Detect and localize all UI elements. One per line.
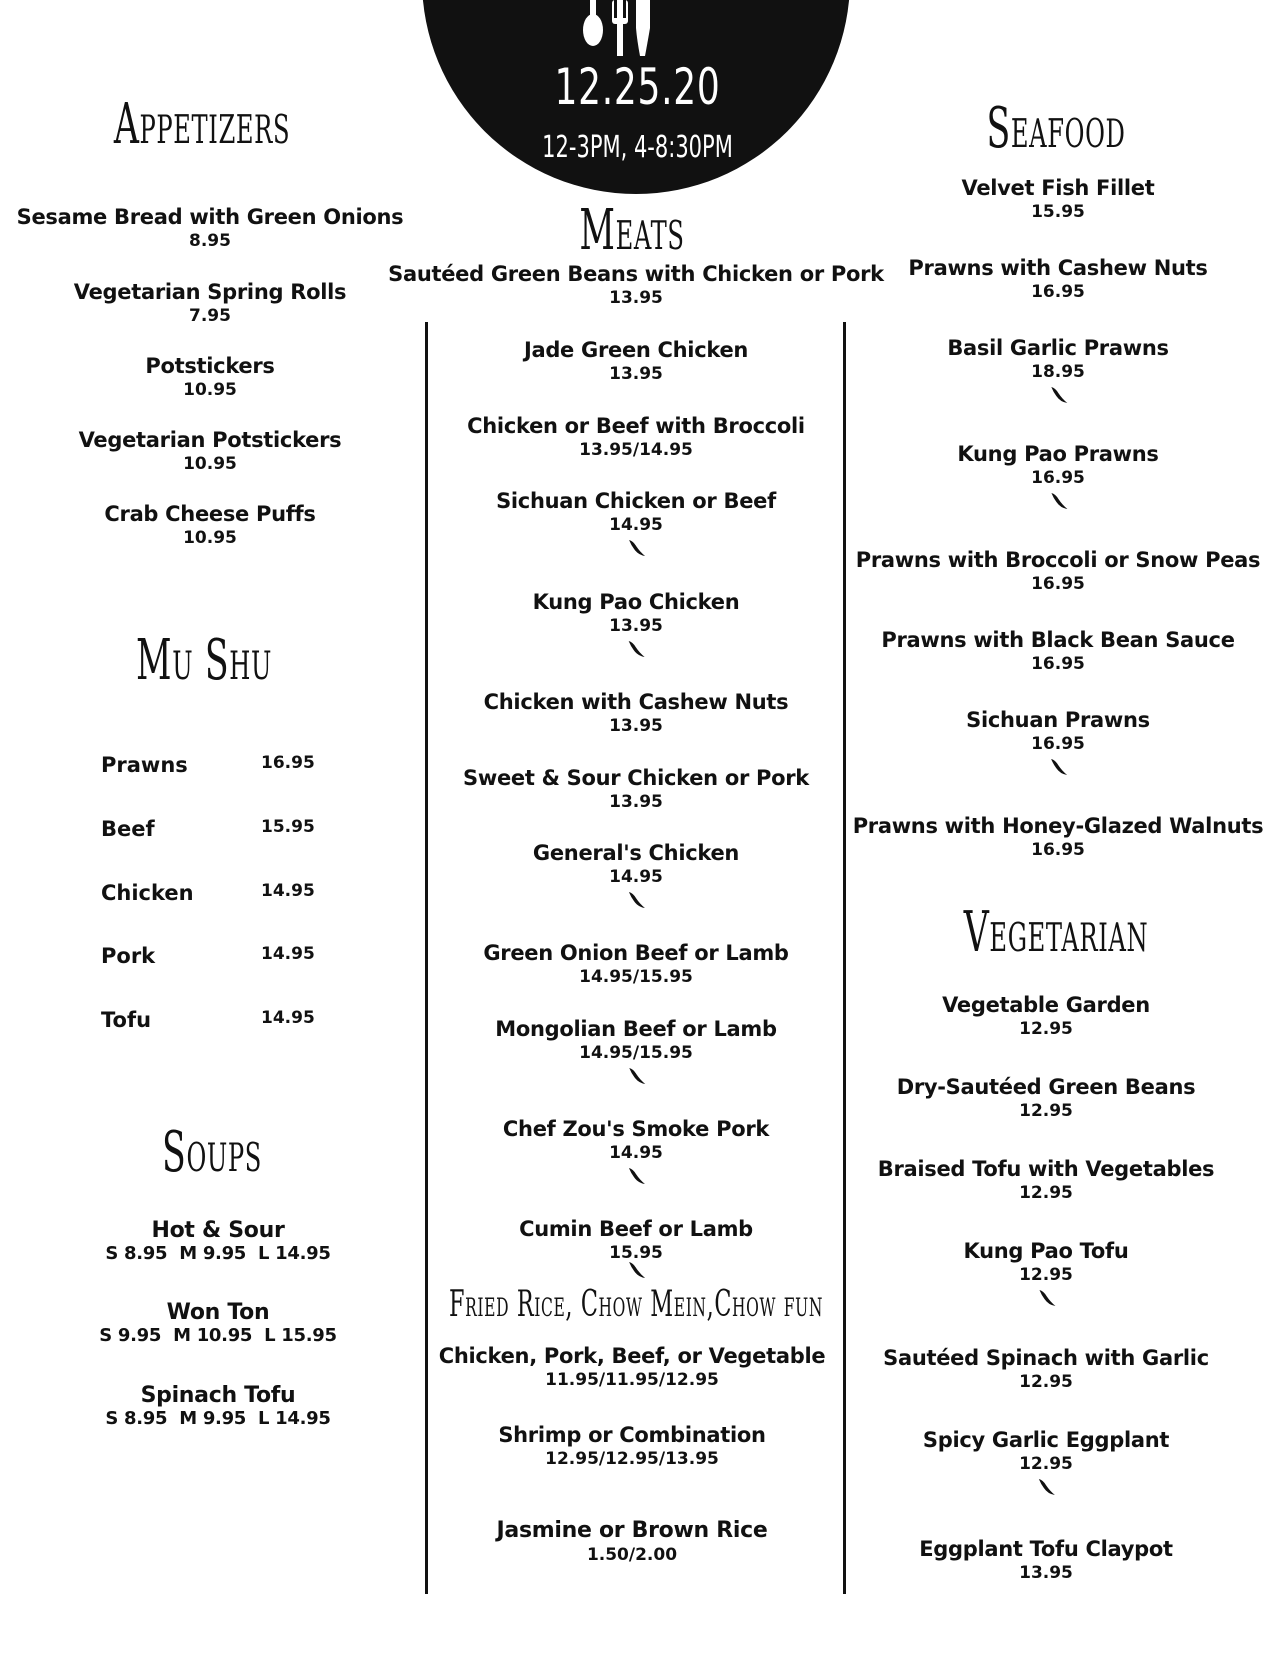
item-name: Prawns (101, 753, 188, 777)
item-price: 13.95 (609, 288, 663, 308)
list-item (519, 1217, 753, 1281)
list-item (524, 338, 748, 384)
list-item (495, 1017, 776, 1087)
item-name: Green Onion Beef or Lamb (483, 941, 789, 965)
item-price: 12.95/12.95/13.95 (545, 1449, 719, 1469)
meats-title: Meats (579, 198, 685, 263)
item-name: Prawns with Broccoli or Snow Peas (855, 548, 1261, 572)
item-name: Braised Tofu with Vegetables (877, 1157, 1215, 1181)
chili-pepper-icon (625, 638, 647, 660)
item-price: 16.95 (1031, 654, 1085, 674)
item-name: Prawns with Black Bean Sauce (881, 628, 1235, 652)
list-item (74, 280, 346, 326)
item-price: 13.95 (609, 364, 663, 384)
size-small: S 8.95 (105, 1243, 168, 1264)
size-medium: M 10.95 (173, 1325, 253, 1346)
item-name: Basil Garlic Prawns (947, 336, 1169, 360)
list-item (17, 205, 404, 251)
item-name: Hot & Sour (151, 1218, 285, 1243)
list-item (79, 428, 342, 474)
header-date: 12.25.20 (554, 58, 721, 116)
item-name: Sautéed Green Beans with Chicken or Pork (388, 262, 884, 286)
chili-pepper-icon (625, 537, 647, 559)
item-price: 7.95 (189, 306, 231, 326)
list-item (962, 176, 1155, 222)
item-name: Chicken with Cashew Nuts (483, 690, 789, 714)
item-name: Chicken, Pork, Beef, or Vegetable (438, 1344, 826, 1368)
item-price: 12.95 (1019, 1265, 1073, 1285)
item-name: Jade Green Chicken (523, 338, 749, 362)
list-item (966, 708, 1150, 778)
item-name: Velvet Fish Fillet (961, 176, 1155, 200)
item-price: 12.95 (1019, 1454, 1073, 1474)
size-large: L 14.95 (258, 1243, 331, 1264)
item-price: 14.95 (261, 944, 315, 964)
item-price: 16.95 (1031, 574, 1085, 594)
list-item (484, 690, 789, 736)
soup-sizes (99, 1408, 336, 1429)
item-price: 13.95 (1019, 1563, 1073, 1583)
item-price: 8.95 (189, 231, 231, 251)
item-name: Eggplant Tofu Claypot (919, 1537, 1173, 1561)
chili-pepper-icon (1047, 384, 1069, 406)
chili-pepper-icon (1035, 1287, 1057, 1309)
list-item (101, 817, 155, 841)
list-item (99, 1218, 336, 1264)
list-item (498, 1423, 765, 1469)
list-item (483, 941, 788, 987)
item-price: 12.95 (1019, 1101, 1073, 1121)
list-item (883, 1346, 1209, 1392)
soup-sizes (99, 1243, 336, 1264)
list-item (101, 881, 194, 905)
item-price: 11.95/11.95/12.95 (545, 1370, 719, 1390)
item-price: 14.95/15.95 (579, 967, 693, 987)
item-price: 16.95 (1031, 282, 1085, 302)
item-name: Vegetarian Spring Rolls (73, 280, 347, 304)
item-price: 16.95 (261, 753, 315, 773)
list-item (101, 944, 155, 968)
divider-right (843, 322, 846, 1594)
item-name: Sichuan Chicken or Beef (496, 489, 776, 513)
list-item (533, 590, 740, 660)
item-name: Sesame Bread with Green Onions (16, 205, 404, 229)
item-price: 13.95 (609, 716, 663, 736)
item-name: Tofu (101, 1008, 152, 1032)
appetizers-title: Appetizers (113, 92, 291, 157)
list-item (963, 1239, 1128, 1309)
item-name: Won Ton (166, 1300, 270, 1325)
item-price: 1.50/2.00 (586, 1545, 678, 1565)
item-name: Beef (101, 817, 155, 841)
list-item (145, 354, 274, 400)
list-item (942, 993, 1150, 1039)
item-price: 12.95 (1019, 1183, 1073, 1203)
item-name: General's Chicken (532, 841, 740, 865)
seafood-title: Seafood (986, 96, 1126, 161)
list-item (463, 766, 809, 812)
list-item (101, 753, 188, 777)
list-item (923, 1428, 1169, 1498)
item-name: Sweet & Sour Chicken or Pork (463, 766, 809, 790)
item-price: 16.95 (1031, 840, 1085, 860)
list-item (881, 628, 1234, 674)
item-price: 15.95 (609, 1243, 663, 1263)
item-name: Spinach Tofu (140, 1383, 296, 1408)
list-item (897, 1075, 1196, 1121)
item-price: 14.95 (609, 515, 663, 535)
item-name: Spicy Garlic Eggplant (922, 1428, 1170, 1452)
size-medium: M 9.95 (179, 1243, 247, 1264)
item-price: 10.95 (183, 454, 237, 474)
list-item (99, 1383, 336, 1429)
list-item (388, 262, 884, 308)
mushu-title: Mu Shu (136, 628, 272, 693)
fried-rice-title: Fried Rice, Chow Mein,Chow fun (449, 1284, 823, 1325)
list-item (467, 414, 805, 460)
size-large: L 15.95 (264, 1325, 337, 1346)
item-price: 14.95/15.95 (579, 1043, 693, 1063)
item-price: 14.95 (609, 867, 663, 887)
list-item (439, 1344, 826, 1390)
chili-pepper-icon (1035, 1476, 1057, 1498)
item-name: Kung Pao Tofu (963, 1239, 1129, 1263)
size-small: S 9.95 (99, 1325, 162, 1346)
chili-pepper-icon (625, 1065, 647, 1087)
chili-pepper-icon (625, 889, 647, 911)
divider-left (425, 322, 428, 1594)
item-name: Vegetable Garden (942, 993, 1150, 1017)
list-item (878, 1157, 1214, 1203)
item-name: Kung Pao Prawns (957, 442, 1159, 466)
chili-pepper-icon (625, 1165, 647, 1187)
item-name: Mongolian Beef or Lamb (495, 1017, 777, 1041)
item-name: Sichuan Prawns (966, 708, 1150, 732)
item-name: Sautéed Spinach with Garlic (883, 1346, 1209, 1370)
item-name: Pork (101, 944, 156, 968)
item-name: Vegetarian Potstickers (78, 428, 342, 452)
item-price: 10.95 (183, 380, 237, 400)
list-item (496, 489, 776, 559)
header-hours: 12-3PM, 4-8:30PM (542, 130, 733, 165)
list-item (497, 1518, 768, 1565)
item-name: Potstickers (145, 354, 275, 378)
chili-pepper-icon (1047, 490, 1069, 512)
list-item (101, 1008, 151, 1032)
list-item (503, 1117, 769, 1187)
item-name: Crab Cheese Puffs (104, 502, 316, 526)
item-name: Chicken (101, 881, 194, 905)
item-price: 14.95 (261, 1008, 315, 1028)
list-item (104, 502, 315, 548)
size-large: L 14.95 (258, 1408, 331, 1429)
item-price: 10.95 (183, 528, 237, 548)
item-price: 15.95 (1031, 202, 1085, 222)
size-medium: M 9.95 (179, 1408, 247, 1429)
soup-sizes (93, 1325, 342, 1346)
item-name: Chicken or Beef with Broccoli (467, 414, 805, 438)
item-price: 12.95 (1019, 1372, 1073, 1392)
soups-title: Soups (162, 1120, 262, 1185)
item-name: Jasmine or Brown Rice (496, 1518, 768, 1543)
item-price: 16.95 (1031, 734, 1085, 754)
item-name: Prawns with Cashew Nuts (908, 256, 1208, 280)
item-name: Chef Zou's Smoke Pork (502, 1117, 770, 1141)
item-name: Kung Pao Chicken (532, 590, 740, 614)
list-item (908, 256, 1207, 302)
item-name: Cumin Beef or Lamb (519, 1217, 753, 1241)
item-name: Shrimp or Combination (498, 1423, 766, 1447)
item-price: 12.95 (1019, 1019, 1073, 1039)
item-price: 13.95 (609, 792, 663, 812)
item-name: Prawns with Honey-Glazed Walnuts (852, 814, 1264, 838)
item-name: Dry-Sautéed Green Beans (896, 1075, 1196, 1099)
item-price: 13.95 (609, 616, 663, 636)
item-price: 13.95/14.95 (579, 440, 693, 460)
list-item (947, 336, 1168, 406)
list-item (853, 814, 1264, 860)
item-price: 16.95 (1031, 468, 1085, 488)
item-price: 14.95 (609, 1143, 663, 1163)
size-small: S 8.95 (105, 1408, 168, 1429)
list-item (533, 841, 739, 911)
list-item (856, 548, 1261, 594)
item-price: 15.95 (261, 817, 315, 837)
vegetarian-title: Vegetarian (963, 900, 1149, 965)
chili-pepper-icon (1047, 756, 1069, 778)
list-item (957, 442, 1158, 512)
item-price: 18.95 (1031, 362, 1085, 382)
list-item (919, 1537, 1173, 1583)
item-price: 14.95 (261, 881, 315, 901)
list-item (93, 1300, 342, 1346)
